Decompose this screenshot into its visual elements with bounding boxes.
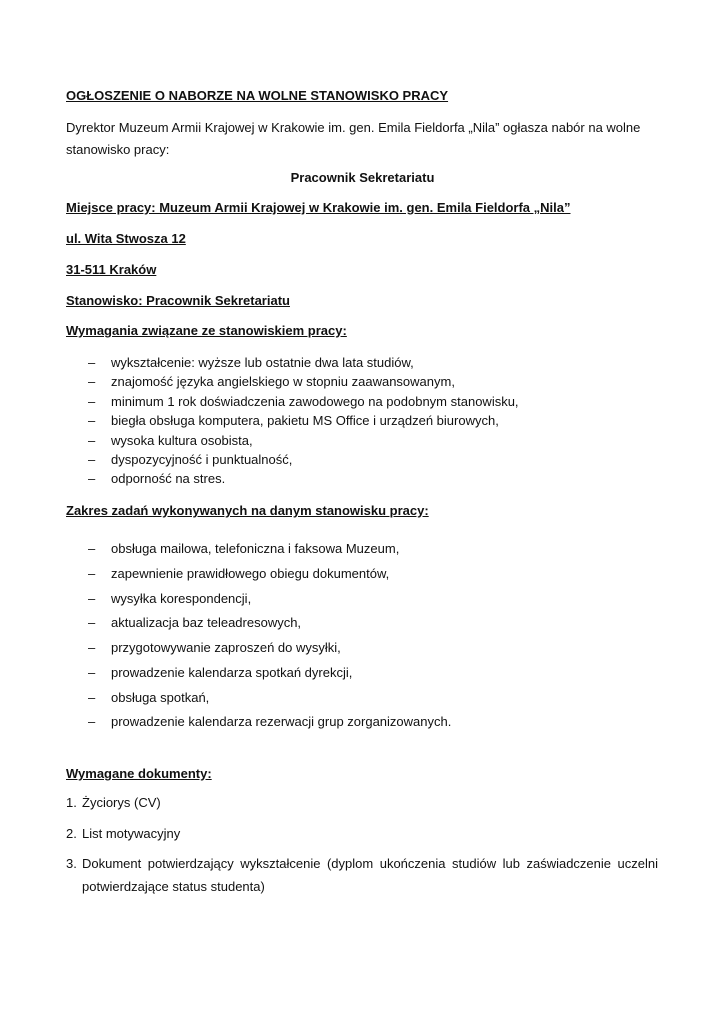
requirement-item: wysoka kultura osobista, xyxy=(111,433,253,448)
intro-paragraph: Dyrektor Muzeum Armii Krajowej w Krakowie im. gen. Emila Fieldorfa „Nila” ogłasza nabór na wolne stanowisko pracy: xyxy=(66,120,641,157)
requirement-item: znajomość języka angielskiego w stopniu zaawansowanym, xyxy=(111,374,455,389)
task-item: prowadzenie kalendarza rezerwacji grup zorganizowanych. xyxy=(111,714,452,729)
documents-heading: Wymagane dokumenty: xyxy=(66,766,212,781)
city-line: 31-511 Kraków xyxy=(66,262,157,277)
document-number: 2. xyxy=(66,826,77,841)
requirement-item: minimum 1 rok doświadczenia zawodowego na podobnym stanowisku, xyxy=(111,394,519,409)
position-title: Pracownik Sekretariatu xyxy=(290,170,435,185)
tasks-heading: Zakres zadań wykonywanych na danym stanowisku pracy: xyxy=(66,503,429,518)
bullet-dash: – xyxy=(88,591,96,606)
bullet-dash: – xyxy=(88,433,96,448)
street-line: ul. Wita Stwosza 12 xyxy=(66,231,186,246)
task-item: aktualizacja baz teleadresowych, xyxy=(111,615,302,630)
bullet-dash: – xyxy=(88,541,96,556)
announcement-heading: OGŁOSZENIE O NABORZE NA WOLNE STANOWISKO PRACY xyxy=(66,88,449,103)
task-item: prowadzenie kalendarza spotkań dyrekcji, xyxy=(111,665,353,680)
requirement-item: biegła obsługa komputera, pakietu MS Office i urządzeń biurowych, xyxy=(111,413,499,428)
bullet-dash: – xyxy=(88,394,96,409)
bullet-dash: – xyxy=(88,690,96,705)
bullet-dash: – xyxy=(88,665,96,680)
bullet-dash: – xyxy=(88,566,96,581)
task-item: obsługa spotkań, xyxy=(111,690,210,705)
requirement-item: dyspozycyjność i punktualność, xyxy=(111,452,293,467)
task-item: wysyłka korespondencji, xyxy=(111,591,252,606)
bullet-dash: – xyxy=(88,714,96,729)
requirement-item: wykształcenie: wyższe lub ostatnie dwa lata studiów, xyxy=(111,355,414,370)
bullet-dash: – xyxy=(88,615,96,630)
bullet-dash: – xyxy=(88,374,96,389)
document-number: 1. xyxy=(66,795,77,810)
document-item: Życiorys (CV) xyxy=(82,795,161,810)
position-line: Stanowisko: Pracownik Sekretariatu xyxy=(66,293,290,308)
document-item: Dokument potwierdzający wykształcenie (dyplom ukończenia studiów lub zaświadczenie uczelni potwierdzające status studenta) xyxy=(82,856,658,894)
bullet-dash: – xyxy=(88,355,96,370)
task-item: obsługa mailowa, telefoniczna i faksowa Muzeum, xyxy=(111,541,400,556)
document-item: List motywacyjny xyxy=(82,826,181,841)
task-item: przygotowywanie zaproszeń do wysyłki, xyxy=(111,640,341,655)
requirement-item: odporność na stres. xyxy=(111,471,226,486)
bullet-dash: – xyxy=(88,452,96,467)
workplace-line: Miejsce pracy: Muzeum Armii Krajowej w Krakowie im. gen. Emila Fieldorfa „Nila” xyxy=(66,200,571,215)
document-number: 3. xyxy=(66,856,77,871)
bullet-dash: – xyxy=(88,640,96,655)
bullet-dash: – xyxy=(88,413,96,428)
requirements-heading: Wymagania związane ze stanowiskiem pracy: xyxy=(66,323,347,338)
task-item: zapewnienie prawidłowego obiegu dokumentów, xyxy=(111,566,390,581)
bullet-dash: – xyxy=(88,471,96,486)
